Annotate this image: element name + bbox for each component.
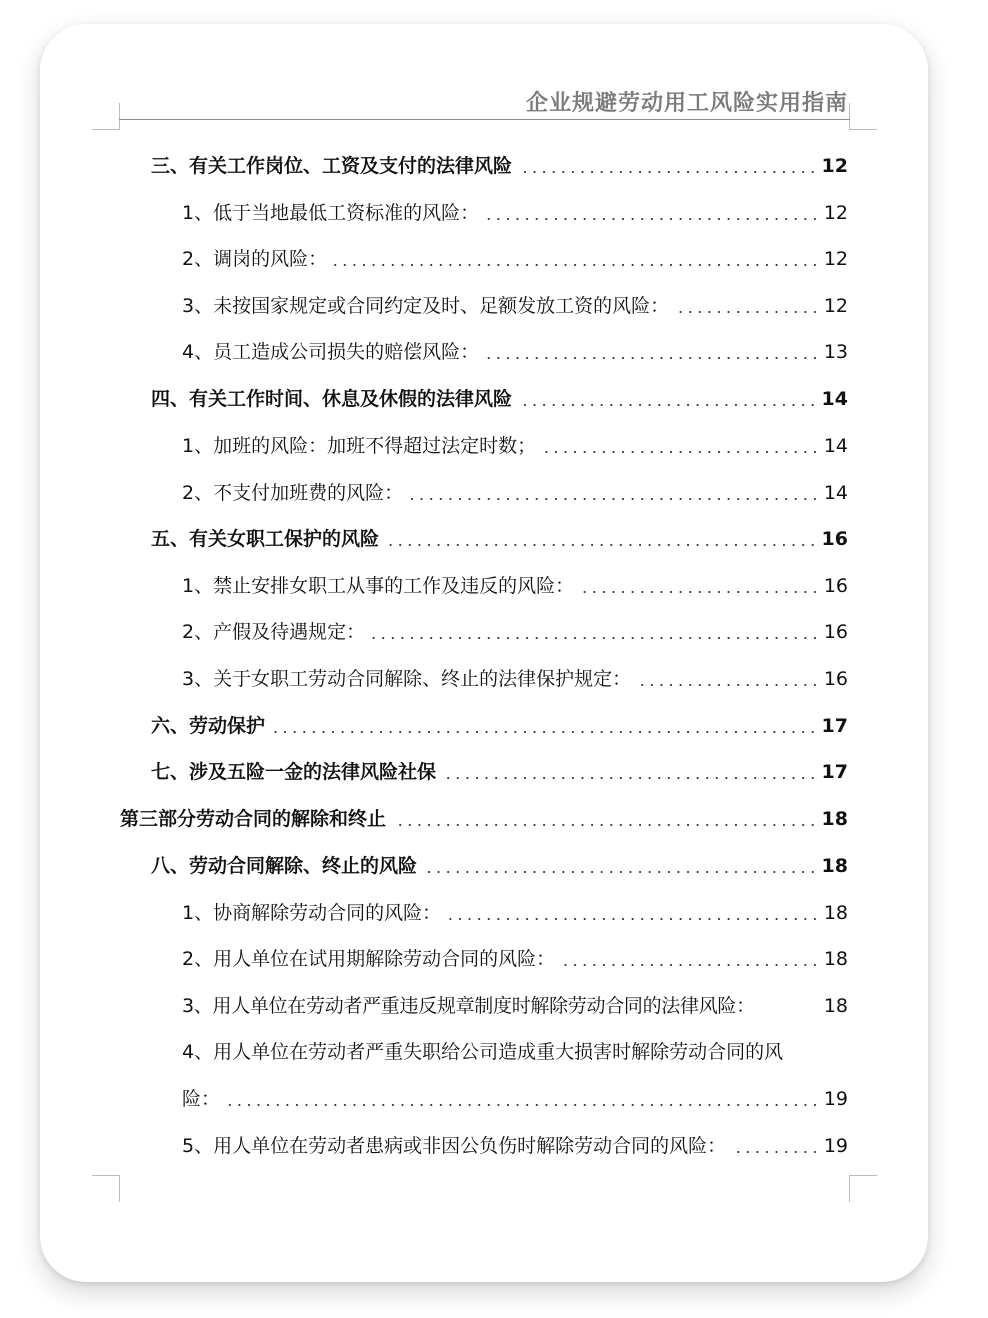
toc-entry-label: 七、涉及五险一金的法律风险社保 <box>151 761 437 783</box>
toc-entry-page: 18 <box>823 902 848 924</box>
toc-entry-page: 14 <box>823 482 848 504</box>
toc-entry-page: 14 <box>823 435 848 457</box>
toc-entry[interactable] <box>182 569 848 599</box>
toc-entry[interactable] <box>151 522 848 552</box>
toc-entry-page: 18 <box>823 948 848 970</box>
toc-entry-page: 18 <box>821 855 848 877</box>
toc-entry[interactable] <box>151 709 848 739</box>
toc-leader-dots <box>518 404 818 406</box>
toc-entry-label: 三、有关工作岗位、工资及支付的法律风险 <box>151 155 513 177</box>
toc-entry-label: 3、未按国家规定或合同约定及时、足额发放工资的风险： <box>182 295 670 317</box>
toc-leader-dots <box>485 218 820 220</box>
toc-leader-dots <box>580 591 820 593</box>
toc-entry-page: 12 <box>823 248 848 270</box>
toc-leader-dots <box>409 498 820 500</box>
toc-entry-page: 16 <box>823 621 848 643</box>
toc-entry[interactable] <box>182 1082 848 1112</box>
toc-entry-label: 4、员工造成公司损失的赔偿风险： <box>182 341 480 363</box>
toc-entry[interactable] <box>182 196 848 226</box>
toc-leader-dots <box>447 918 820 920</box>
toc-entry-label: 四、有关工作时间、休息及休假的法律风险 <box>151 388 513 410</box>
toc-leader-dots <box>226 1104 820 1106</box>
crop-mark-bottom-left-v <box>119 1175 120 1202</box>
toc-entry-page: 18 <box>821 808 848 830</box>
toc-entry[interactable] <box>182 942 848 972</box>
toc-leader-dots <box>392 824 818 826</box>
toc-leader-dots <box>732 1151 820 1153</box>
toc-leader-dots <box>423 871 818 873</box>
toc-entry[interactable] <box>182 429 848 459</box>
toc-leader-dots <box>385 544 818 546</box>
toc-entry[interactable] <box>182 615 848 645</box>
toc-entry-page: 19 <box>823 1135 848 1157</box>
toc-entry-label: 1、低于当地最低工资标准的风险： <box>182 202 480 224</box>
toc-leader-dots <box>761 1011 820 1013</box>
crop-mark-top-right-v <box>849 103 850 130</box>
toc-entry[interactable] <box>182 242 848 272</box>
header-rule <box>119 119 850 120</box>
toc-leader-dots <box>485 357 820 359</box>
toc-leader-dots <box>561 964 820 966</box>
toc-entry-page: 14 <box>821 388 848 410</box>
crop-mark-bottom-right-h <box>849 1175 877 1176</box>
toc-entry-label: 2、用人单位在试用期解除劳动合同的风险： <box>182 948 556 970</box>
toc-entry-page: 19 <box>823 1088 848 1110</box>
toc-entry-label: 2、不支付加班费的风险： <box>182 482 404 504</box>
toc-leader-dots <box>271 731 818 733</box>
toc-entry[interactable] <box>182 662 848 692</box>
crop-mark-top-right-h <box>849 129 877 130</box>
toc-entry[interactable] <box>182 896 848 926</box>
toc-entry-label: 险： <box>182 1088 221 1110</box>
toc-entry-page: 17 <box>821 761 848 783</box>
running-header-title: 企业规避劳动用工风险实用指南 <box>525 90 848 116</box>
toc-entry-label: 2、产假及待遇规定： <box>182 621 366 643</box>
toc-entry-page: 16 <box>823 668 848 690</box>
toc-entry-label: 2、调岗的风险： <box>182 248 328 270</box>
crop-mark-top-left-v <box>119 103 120 130</box>
toc-entry[interactable] <box>182 1129 848 1159</box>
toc-entry[interactable] <box>182 335 848 365</box>
toc-entry-label: 六、劳动保护 <box>151 715 266 737</box>
toc-entry[interactable] <box>182 989 848 1019</box>
toc-entry-label: 1、协商解除劳动合同的风险： <box>182 902 442 924</box>
toc-entry-page: 18 <box>823 995 848 1017</box>
crop-mark-bottom-left-h <box>92 1175 120 1176</box>
toc-entry-page: 12 <box>823 202 848 224</box>
toc-entry[interactable] <box>120 802 848 832</box>
toc-entry-page: 12 <box>823 295 848 317</box>
toc-entry-label: 3、关于女职工劳动合同解除、终止的法律保护规定： <box>182 668 632 690</box>
toc-leader-dots <box>371 637 820 639</box>
toc-leader-dots <box>542 451 820 453</box>
toc-leader-dots <box>675 311 820 313</box>
toc-leader-dots <box>637 684 820 686</box>
toc-entry-label: 3、用人单位在劳动者严重违反规章制度时解除劳动合同的法律风险： <box>182 995 755 1017</box>
toc-entry-label: 5、用人单位在劳动者患病或非因公负伤时解除劳动合同的风险： <box>182 1135 727 1157</box>
toc-entry-page: 16 <box>821 528 848 550</box>
toc-leader-dots <box>518 171 818 173</box>
toc-entry[interactable] <box>182 476 848 506</box>
toc-entry-wrapped-line: 4、用人单位在劳动者严重失职给公司造成重大损害时解除劳动合同的风 <box>182 1041 784 1063</box>
toc-entry[interactable] <box>182 289 848 319</box>
toc-entry[interactable] <box>151 382 848 412</box>
toc-entry-label: 五、有关女职工保护的风险 <box>151 528 380 550</box>
toc-entry[interactable] <box>151 149 848 179</box>
toc-entry-page: 12 <box>821 155 848 177</box>
toc-entry-page: 13 <box>823 341 848 363</box>
toc-entry-label: 1、禁止安排女职工从事的工作及违反的风险： <box>182 575 575 597</box>
toc-entry-page: 17 <box>821 715 848 737</box>
toc-entry[interactable] <box>151 849 848 879</box>
toc-entry-page: 16 <box>823 575 848 597</box>
toc-entry-label: 第三部分劳动合同的解除和终止 <box>120 808 387 830</box>
toc-entry-label: 1、加班的风险：加班不得超过法定时数； <box>182 435 537 457</box>
toc-leader-dots <box>442 777 818 779</box>
toc-leader-dots <box>333 264 820 266</box>
toc-entry[interactable] <box>151 755 848 785</box>
crop-mark-top-left-h <box>92 129 120 130</box>
crop-mark-bottom-right-v <box>849 1175 850 1202</box>
toc-entry-label: 八、劳动合同解除、终止的风险 <box>151 855 418 877</box>
